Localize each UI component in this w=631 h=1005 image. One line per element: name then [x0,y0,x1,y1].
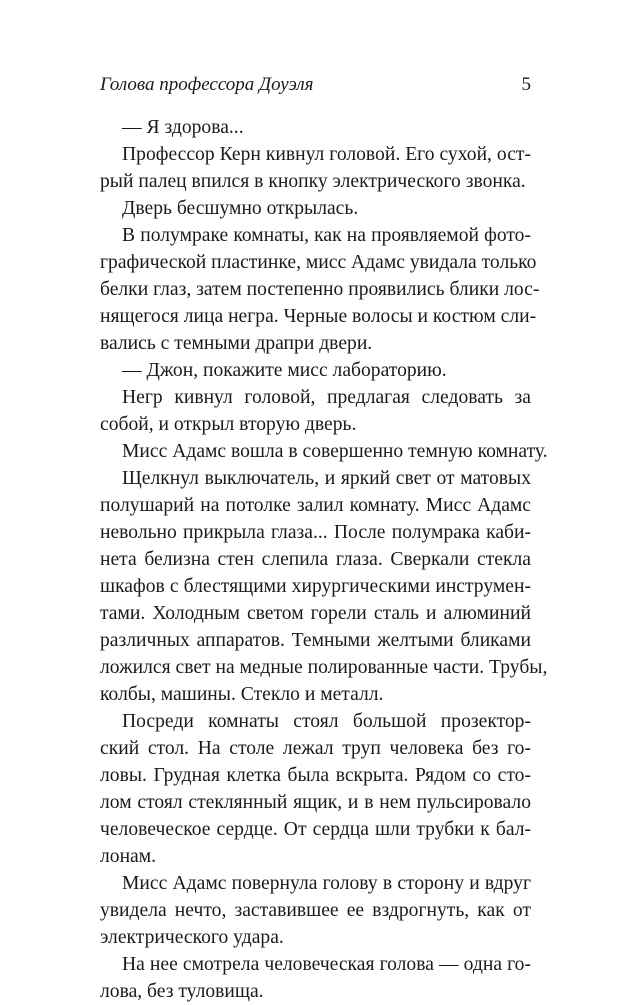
text-line: нета белизна стен слепила глаза. Сверкали стекла [100,549,531,570]
text-line: Мисс Адамс повернула голову в сторону и вдруг [122,873,531,894]
paragraph [100,438,548,465]
text-line: Дверь бесшумно открылась. [122,198,359,219]
text-line: рый палец впился в кнопку электрического звонка. [100,171,526,192]
text-line: — Я здорова... [122,117,244,138]
text-line: увидела нечто, заставившее ее вздрогнуть, как от [100,900,531,921]
text-line: невольно прикрыла глаза... После полумрака каби- [100,522,531,543]
text-line: — Джон, покажите мисс лабораторию. [122,360,447,381]
text-line: Профессор Керн кивнул головой. Его сухой, ост- [122,144,531,165]
body-text [100,114,548,1005]
text-line: ложился свет на медные полированные части. Трубы, [100,657,548,678]
text-line: вались с темными драпри двери. [100,333,373,354]
text-line: графической пластинке, мисс Адамс увидала только [100,252,537,273]
paragraph [100,708,531,870]
text-line: Негр кивнул головой, предлагая следовать за [122,387,531,408]
text-line: белки глаз, затем постепенно проявились блики лос- [100,279,540,300]
text-line: На нее смотрела человеческая голова — одна го- [122,954,531,975]
text-line: нящегося лица негра. Черные волосы и костюм сли- [100,306,537,327]
running-title: Голова профессора Доуэля [100,74,314,95]
text-line: Посреди комнаты стоял большой прозектор- [122,711,531,732]
text-line: Щелкнул выключатель, и яркий свет от матовых [122,468,531,489]
paragraph [100,222,540,357]
paragraph [100,951,531,1005]
text-line: человеческое сердце. От сердца шли трубки к бал- [100,819,531,840]
paragraph [100,357,531,384]
text-line: лова, без туловища. [100,981,264,1002]
paragraph [100,384,531,438]
text-line: различных аппаратов. Темными желтыми бликами [100,630,531,651]
paragraph [100,114,531,141]
text-line: ский стол. На столе лежал труп человека без го- [100,738,531,759]
text-line: электрического удара. [100,927,284,948]
text-line: лонам. [100,846,157,867]
text-line: собой, и открыл вторую дверь. [100,414,357,435]
text-line: ловы. Грудная клетка была вскрыта. Рядом со сто- [100,765,531,786]
page-number: 5 [521,74,531,95]
text-line: лом стоял стеклянный ящик, и в нем пульсировало [100,792,531,813]
text-line: В полумраке комнаты, как на проявляемой фото- [122,225,531,246]
text-line: колбы, машины. Стекло и металл. [100,684,384,705]
paragraph [100,870,531,951]
text-line: Мисс Адамс вошла в совершенно темную комнату. [122,441,548,462]
text-line: тами. Холодным светом горели сталь и алюминий [100,603,531,624]
paragraph [100,141,531,195]
paragraph [100,195,531,222]
text-line: шкафов с блестящими хирургическими инструмен- [100,576,531,597]
paragraph [100,465,548,708]
running-header [100,74,531,100]
text-line: полушарий на потолке залил комнату. Мисс Адамс [100,495,531,516]
